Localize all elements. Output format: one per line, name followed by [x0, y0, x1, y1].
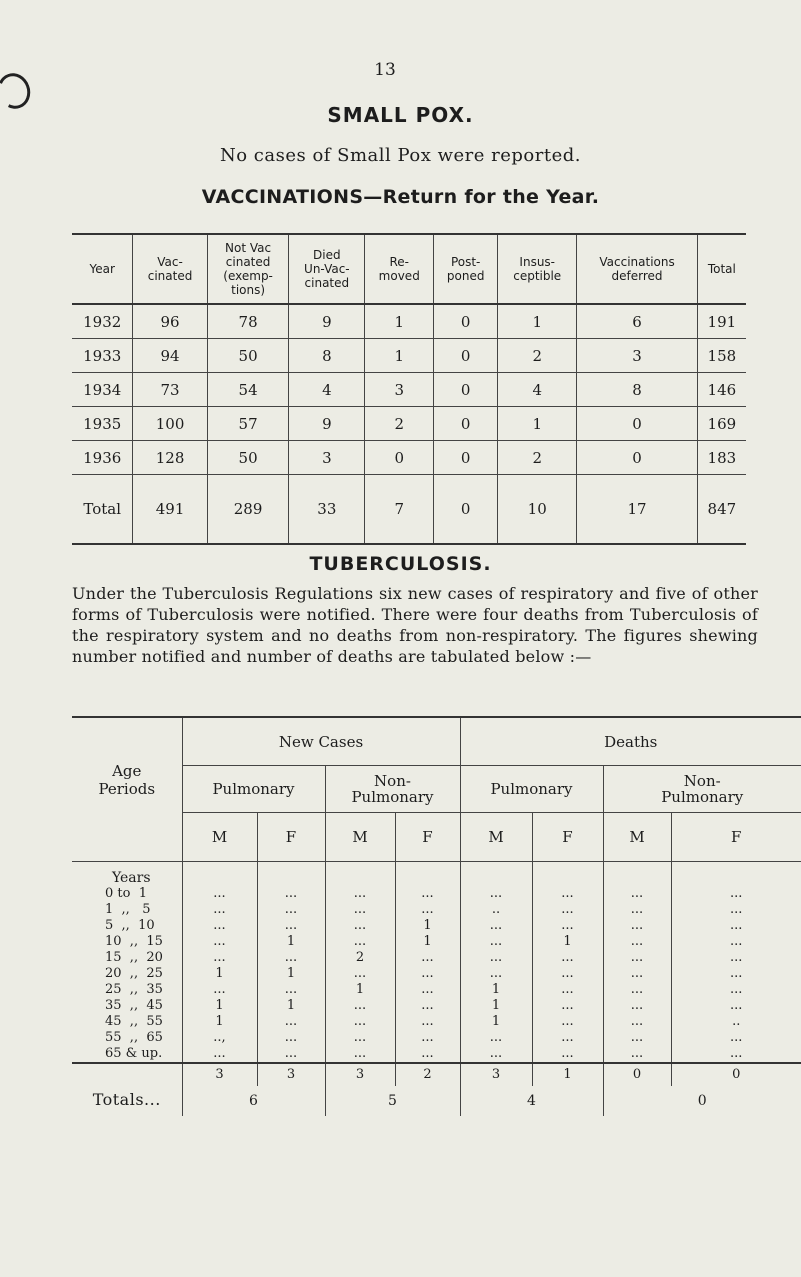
vac-col-header: Year — [72, 234, 133, 304]
tb-cell: ... — [532, 982, 603, 998]
vaccinations-table — [72, 233, 746, 545]
totals-label-cell — [72, 1063, 182, 1116]
tb-cell: .. — [460, 902, 532, 918]
tb-cell: ... — [395, 998, 460, 1014]
tb-blank-cell — [532, 861, 603, 886]
tb-group-total: 0 — [603, 1086, 801, 1116]
tb-cell: ... — [395, 902, 460, 918]
vac-cell: 96 — [133, 304, 207, 339]
tb-cell: ... — [603, 998, 671, 1014]
vac-cell: 2 — [498, 339, 577, 373]
tb-cell: ... — [532, 918, 603, 934]
vac-cell: 0 — [434, 407, 498, 441]
tb-cell: ... — [532, 966, 603, 982]
tb-cell: ... — [671, 950, 801, 966]
tb-cell: ... — [603, 934, 671, 950]
tb-cell: ... — [325, 886, 395, 902]
vac-cell: 0 — [434, 339, 498, 373]
age-periods-header: Age Periods — [72, 717, 182, 813]
tb-row — [72, 966, 801, 982]
tb-cell: ... — [460, 934, 532, 950]
tb-cell: ... — [182, 1046, 257, 1063]
years-label: Years — [112, 869, 151, 886]
tb-sex-header: F — [257, 813, 325, 862]
vac-cell: 191 — [697, 304, 746, 339]
smallpox-text: No cases of Small Pox were reported. — [219, 145, 582, 166]
tuberculosis-paragraph: Under the Tuberculosis Regulations six new cases of respiratory and five of other forms of Tuberculosis were notified. There were four deaths from Tuberculosis of the respiratory system and no deaths from non-respiratory. The figures shewing number notified and number of deaths are tabulated below :— — [72, 584, 758, 666]
tb-sex-header: F — [671, 813, 801, 862]
tb-row — [72, 902, 801, 918]
vac-cell: 9 — [289, 304, 365, 339]
vac-total-cell: 491 — [133, 475, 207, 545]
tb-cell: ... — [182, 902, 257, 918]
tb-cell: ... — [460, 1030, 532, 1046]
tb-cell: ... — [532, 1030, 603, 1046]
vac-cell: 158 — [697, 339, 746, 373]
tb-cell: ... — [257, 982, 325, 998]
new-cases-header: New Cases — [182, 717, 460, 766]
tb-blank-cell — [603, 861, 671, 886]
tb-cell: 1 — [532, 934, 603, 950]
tb-cell: ... — [182, 950, 257, 966]
vac-cell: 1935 — [72, 407, 133, 441]
tb-cell: 1 — [182, 998, 257, 1014]
tb-row — [72, 950, 801, 966]
tb-cell: ... — [460, 1046, 532, 1063]
vac-row — [72, 304, 746, 339]
tb-cell: ... — [603, 902, 671, 918]
tb-blank-cell — [182, 861, 257, 886]
tb-cell: ... — [460, 950, 532, 966]
vac-cell: 1 — [365, 339, 434, 373]
tb-group-totals-row — [72, 1086, 801, 1116]
tb-row — [72, 1030, 801, 1046]
age-period-label: 35 ,, 45 — [105, 997, 163, 1013]
tb-cell: 1 — [325, 982, 395, 998]
vac-total-cell: 289 — [207, 475, 289, 545]
age-period-label: 10 ,, 15 — [105, 933, 163, 949]
vac-total-cell: 17 — [577, 475, 697, 545]
vac-cell: 0 — [434, 373, 498, 407]
vac-cell: 169 — [697, 407, 746, 441]
vac-cell: 2 — [365, 407, 434, 441]
vac-cell: 0 — [577, 441, 697, 475]
tb-blank-cell — [671, 861, 801, 886]
vac-cell: 1936 — [72, 441, 133, 475]
tb-sex-total: 3 — [257, 1063, 325, 1086]
tb-group-total: 4 — [460, 1086, 603, 1116]
vac-cell: 50 — [207, 339, 289, 373]
tb-cell: ... — [603, 886, 671, 902]
tb-cell: ... — [671, 982, 801, 998]
vac-cell: 94 — [133, 339, 207, 373]
tb-row — [72, 982, 801, 998]
tb-cell: ... — [325, 966, 395, 982]
tb-cell: ... — [182, 982, 257, 998]
vac-cell: 8 — [289, 339, 365, 373]
tb-cell: ... — [532, 950, 603, 966]
deaths-header: Deaths — [460, 717, 801, 766]
tb-sex-header: F — [532, 813, 603, 862]
tb-cell: ... — [603, 1014, 671, 1030]
tb-blank-cell — [257, 861, 325, 886]
tb-blank-cell — [325, 861, 395, 886]
tb-cell: ... — [603, 1046, 671, 1063]
tb-cell: ... — [257, 886, 325, 902]
vac-col-header: Post- poned — [434, 234, 498, 304]
tb-sex-total: 3 — [325, 1063, 395, 1086]
tb-cell: ... — [671, 918, 801, 934]
vaccinations-title: VACCINATIONS—Return for the Year. — [201, 186, 600, 208]
vac-cell: 73 — [133, 373, 207, 407]
vac-cell: 1932 — [72, 304, 133, 339]
tb-cell: ... — [325, 934, 395, 950]
vac-cell: 50 — [207, 441, 289, 475]
tb-sex-total: 3 — [182, 1063, 257, 1086]
vac-col-header: Died Un-Vac- cinated — [289, 234, 365, 304]
tb-sex-header: F — [395, 813, 460, 862]
tb-cell: ... — [671, 1030, 801, 1046]
tb-sex-header: M — [603, 813, 671, 862]
vac-total-cell: 10 — [498, 475, 577, 545]
tb-cell: 1 — [395, 918, 460, 934]
tb-row — [72, 918, 801, 934]
tb-cell: ... — [395, 950, 460, 966]
tb-cell: ... — [603, 1030, 671, 1046]
tb-cell: ... — [325, 902, 395, 918]
vac-cell: 3 — [577, 339, 697, 373]
vac-total-cell: 0 — [434, 475, 498, 545]
tb-cell: ... — [395, 886, 460, 902]
vac-cell: 3 — [365, 373, 434, 407]
tb-row — [72, 998, 801, 1014]
tb-cell: ... — [532, 902, 603, 918]
tb-cell: ... — [182, 918, 257, 934]
vac-total-cell: 847 — [697, 475, 746, 545]
tb-cell: ... — [671, 966, 801, 982]
vac-col-header: Vac- cinated — [133, 234, 207, 304]
tb-cell: ... — [257, 950, 325, 966]
tb-cell: ... — [325, 998, 395, 1014]
vac-cell: 2 — [498, 441, 577, 475]
tb-cell: ... — [603, 950, 671, 966]
vac-total-cell: 33 — [289, 475, 365, 545]
tb-cell: ... — [182, 886, 257, 902]
tb-cell: ... — [460, 966, 532, 982]
vac-cell: 1934 — [72, 373, 133, 407]
tb-cell: ... — [671, 934, 801, 950]
tb-cell: ... — [532, 1014, 603, 1030]
vac-cell: 183 — [697, 441, 746, 475]
vac-cell: 1 — [365, 304, 434, 339]
tb-cell: ... — [325, 918, 395, 934]
vac-cell: 78 — [207, 304, 289, 339]
tb-cell: 1 — [182, 966, 257, 982]
vac-cell: 54 — [207, 373, 289, 407]
vac-col-header: Re- moved — [365, 234, 434, 304]
tb-cell: ... — [460, 918, 532, 934]
vac-total-cell: Total — [72, 475, 133, 545]
tb-group-total: 6 — [182, 1086, 325, 1116]
tuberculosis-title: TUBERCULOSIS. — [309, 553, 492, 575]
tb-cell: ... — [603, 966, 671, 982]
tb-cell: ... — [325, 1014, 395, 1030]
tb-cell: ... — [532, 998, 603, 1014]
tb-cell: ... — [257, 1046, 325, 1063]
tb-subgroup-header: Non- Pulmonary — [603, 766, 801, 813]
page-number: 13 — [374, 60, 396, 80]
tb-sex-header: M — [182, 813, 257, 862]
vac-cell: 128 — [133, 441, 207, 475]
tb-cell: 1 — [460, 1014, 532, 1030]
tb-cell: 1 — [460, 998, 532, 1014]
tb-subgroup-header: Pulmonary — [460, 766, 603, 813]
vac-cell: 4 — [289, 373, 365, 407]
vac-cell: 1933 — [72, 339, 133, 373]
tb-cell: 1 — [257, 998, 325, 1014]
vac-total-cell: 7 — [365, 475, 434, 545]
vac-row — [72, 339, 746, 373]
tb-cell: .. — [671, 1014, 801, 1030]
vac-cell: 146 — [697, 373, 746, 407]
tb-cell: ... — [532, 886, 603, 902]
tb-cell: .., — [182, 1030, 257, 1046]
vac-cell: 100 — [133, 407, 207, 441]
tb-cell: ... — [257, 1014, 325, 1030]
age-period-label: 20 ,, 25 — [105, 965, 163, 981]
tb-row — [72, 886, 801, 902]
tb-sex-total: 2 — [395, 1063, 460, 1086]
tb-cell: ... — [395, 1030, 460, 1046]
tb-row — [72, 1046, 801, 1063]
vac-cell: 4 — [498, 373, 577, 407]
tb-cell: ... — [671, 1046, 801, 1063]
vac-cell: 1 — [498, 304, 577, 339]
vac-row — [72, 441, 746, 475]
age-period-label: 5 ,, 10 — [105, 917, 155, 933]
tb-cell: ... — [395, 982, 460, 998]
age-period-label: 1 ,, 5 — [105, 901, 151, 917]
tb-cell: ... — [395, 966, 460, 982]
vac-col-header: Total — [697, 234, 746, 304]
totals-label: Totals... — [92, 1089, 161, 1109]
tb-cell: ... — [603, 918, 671, 934]
tb-cell: ... — [671, 902, 801, 918]
tb-sex-header: M — [460, 813, 532, 862]
tb-group-total: 5 — [325, 1086, 460, 1116]
tb-sex-total: 1 — [532, 1063, 603, 1086]
vac-cell: 0 — [434, 304, 498, 339]
age-period-label: 25 ,, 35 — [105, 981, 163, 997]
tb-row — [72, 934, 801, 950]
tb-cell: ... — [603, 982, 671, 998]
tb-blank-cell — [460, 861, 532, 886]
vac-cell: 0 — [434, 441, 498, 475]
tb-years-row — [72, 861, 801, 886]
smallpox-title: SMALL POX. — [327, 103, 474, 127]
tb-cell: ... — [325, 1030, 395, 1046]
age-period-label: 65 & up. — [105, 1045, 163, 1061]
tb-subgroup-header: Pulmonary — [182, 766, 325, 813]
vac-col-header: Insus- ceptible — [498, 234, 577, 304]
tb-cell: 1 — [460, 982, 532, 998]
vac-col-header: Not Vac cinated (exemp- tions) — [207, 234, 289, 304]
tb-cell: 1 — [257, 966, 325, 982]
vac-cell: 8 — [577, 373, 697, 407]
tb-cell: ... — [671, 998, 801, 1014]
age-period-label: 45 ,, 55 — [105, 1013, 163, 1029]
tuberculosis-table — [72, 716, 801, 1116]
tb-cell: ... — [257, 902, 325, 918]
tb-cell: ... — [182, 934, 257, 950]
tb-cell: 1 — [182, 1014, 257, 1030]
tb-blank-cell — [395, 861, 460, 886]
tb-sex-header: M — [325, 813, 395, 862]
vac-cell: 57 — [207, 407, 289, 441]
tb-cell: ... — [395, 1046, 460, 1063]
tb-sex-total: 3 — [460, 1063, 532, 1086]
vac-cell: 9 — [289, 407, 365, 441]
tb-cell: 1 — [257, 934, 325, 950]
vac-cell: 6 — [577, 304, 697, 339]
tb-cell: ... — [532, 1046, 603, 1063]
age-period-label: 0 to 1 — [105, 885, 147, 901]
tb-subgroup-header: Non- Pulmonary — [325, 766, 460, 813]
tb-cell: ... — [460, 886, 532, 902]
tb-cell: ... — [257, 918, 325, 934]
vac-cell: 0 — [577, 407, 697, 441]
tb-cell: ... — [325, 1046, 395, 1063]
vac-cell: 3 — [289, 441, 365, 475]
vac-cell: 1 — [498, 407, 577, 441]
vac-row — [72, 373, 746, 407]
tb-cell: 1 — [395, 934, 460, 950]
tb-row — [72, 1014, 801, 1030]
tb-cell: 2 — [325, 950, 395, 966]
vac-cell: 0 — [365, 441, 434, 475]
tb-cell: ... — [671, 886, 801, 902]
tb-sex-totals-row — [72, 1063, 801, 1086]
vac-total-row — [72, 475, 746, 545]
tb-sex-total: 0 — [671, 1063, 801, 1086]
age-period-label: 55 ,, 65 — [105, 1029, 163, 1045]
tb-cell: ... — [257, 1030, 325, 1046]
tb-cell: ... — [395, 1014, 460, 1030]
vac-row — [72, 407, 746, 441]
vac-col-header: Vaccinations deferred — [577, 234, 697, 304]
age-period-label: 15 ,, 20 — [105, 949, 163, 965]
tb-sex-total: 0 — [603, 1063, 671, 1086]
